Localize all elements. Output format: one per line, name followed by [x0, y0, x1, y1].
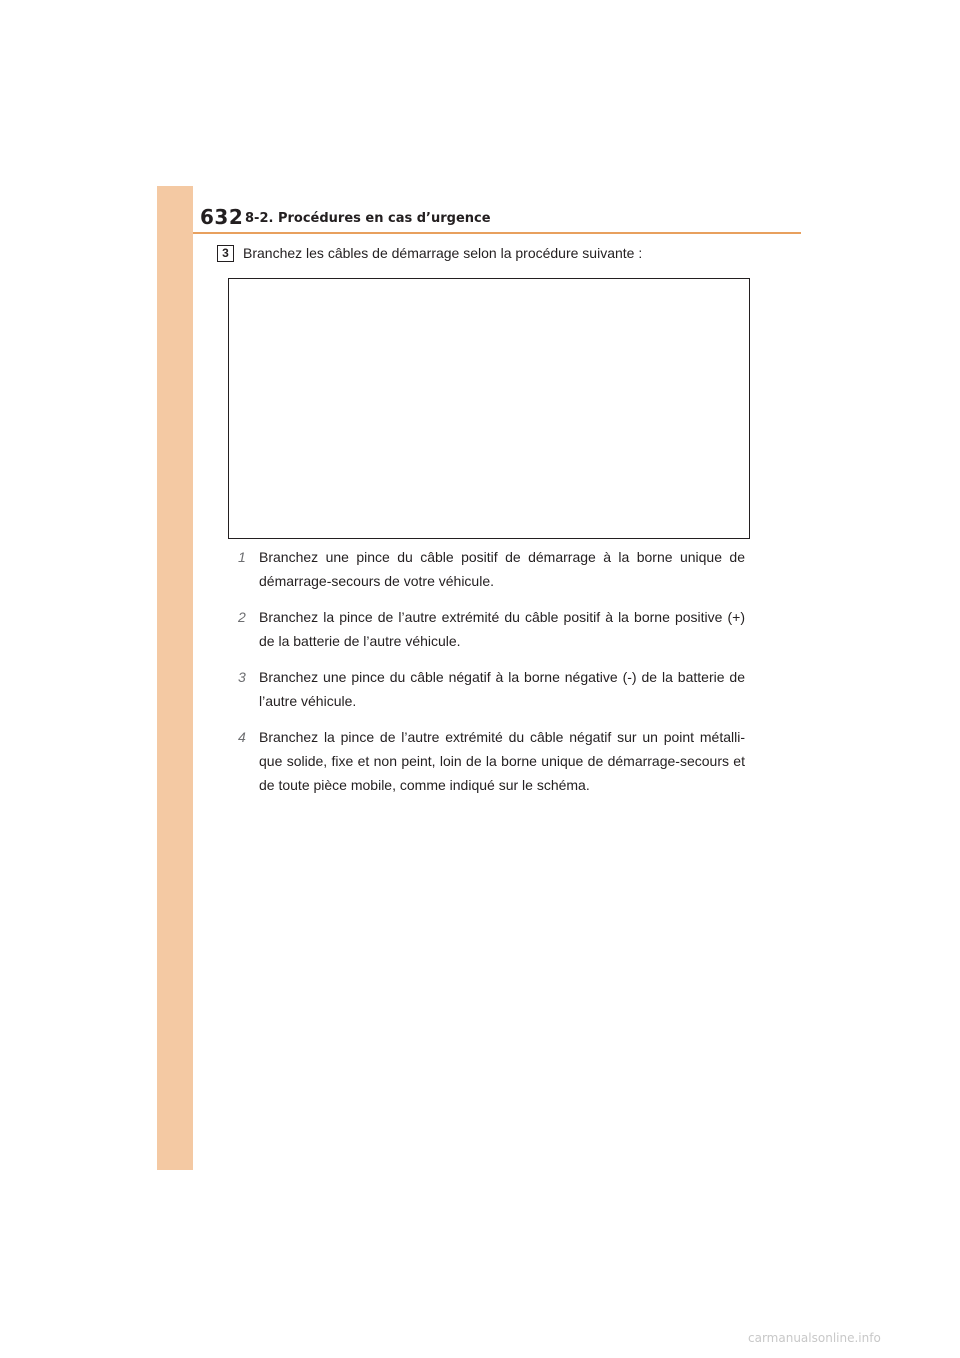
instruction-list [238, 545, 745, 809]
side-color-band [157, 186, 193, 1170]
instruction-number: 4 [238, 729, 246, 745]
step-number-badge: 3 [217, 245, 234, 262]
step-text: Branchez les câbles de démarrage selon la procédure suivante : [243, 245, 643, 261]
instruction-text: Branchez une pince du câble négatif à la borne négative (-) de la batterie de l’autre véhicule. [259, 669, 745, 709]
instruction-number: 2 [238, 609, 246, 625]
instruction-number: 3 [238, 669, 246, 685]
instruction-text: Branchez une pince du câble positif de démarrage à la borne unique de démarrage-secours de votre véhicule. [259, 549, 745, 589]
instruction-item [238, 725, 745, 797]
watermark-link[interactable]: carmanualsonline.info [748, 1331, 881, 1345]
instruction-text: Branchez la pince de l’autre extrémité du câble négatif sur un point métalli-que solide, fixe et non peint, loin de la borne unique de démarrage-secours et de toute pièce mobile, comme indiqué sur le schéma. [259, 729, 745, 793]
instruction-number: 1 [238, 549, 246, 565]
section-title: 8-2. Procédures en cas d’urgence [245, 211, 491, 226]
header-rule [193, 232, 801, 234]
figure-frame [228, 278, 750, 539]
instruction-item [238, 545, 745, 593]
instruction-item [238, 665, 745, 713]
page-number: 632 [200, 205, 244, 229]
instruction-text: Branchez la pince de l’autre extrémité du câble positif à la borne positive (+) de la batterie de l’autre véhicule. [259, 609, 745, 649]
instruction-item [238, 605, 745, 653]
